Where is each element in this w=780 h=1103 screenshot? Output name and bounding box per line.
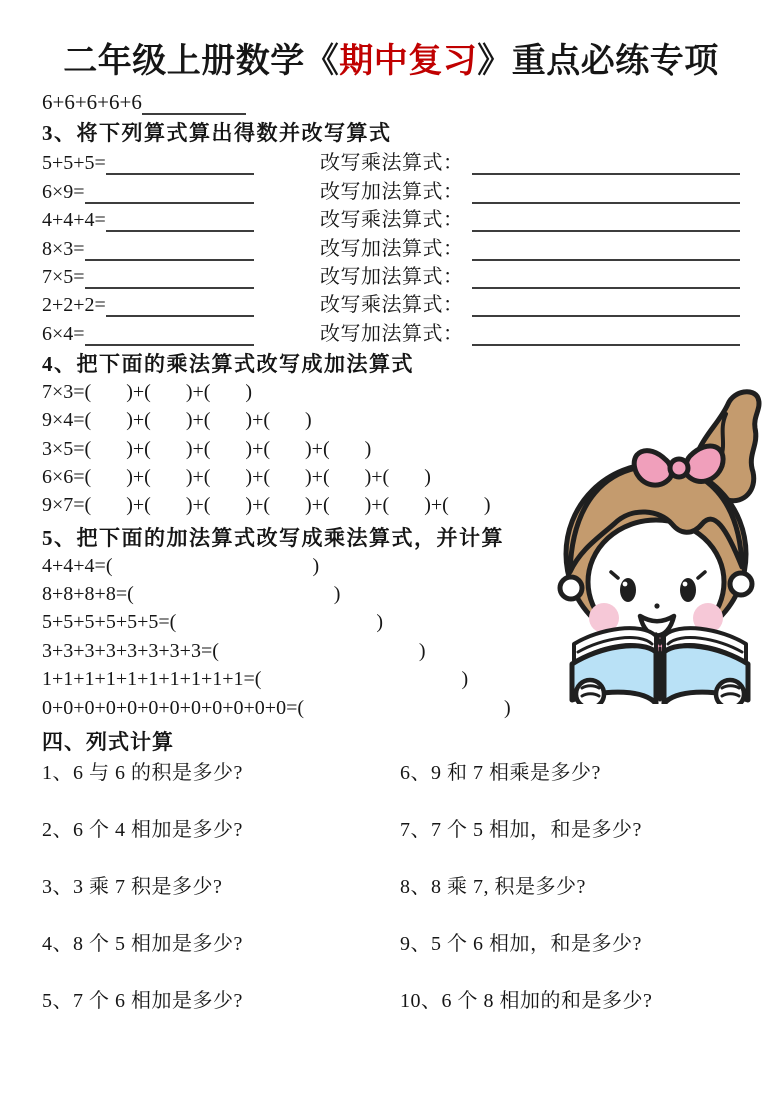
hand-icon [576, 680, 604, 704]
word-problem-grid [42, 761, 740, 1046]
answer-blank [85, 268, 254, 289]
expression-cell [42, 181, 254, 204]
rewrite-row [42, 317, 740, 345]
expression-text: 2+2+2= [42, 294, 106, 317]
section3-rows [42, 147, 740, 346]
answer-blank [106, 296, 254, 317]
multiplication-to-addition-row: 9×7=( )+( )+( )+( )+( )+( )+( ) [42, 494, 491, 517]
section5-heading: 5、把下面的加法算式改写成乘法算式，并计算 [42, 525, 504, 550]
ear-icon [730, 573, 752, 595]
section6-heading: 四、列式计算 [42, 731, 174, 755]
expression-text: 8×3= [42, 237, 85, 260]
addition-to-multiplication-row: 8+8+8+8=( ) [42, 583, 341, 606]
addition-to-multiplication-row: 3+3+3+3+3+3+3+3=( ) [42, 639, 426, 662]
answer-blank [106, 154, 254, 175]
multiplication-to-addition-row: 3×5=( )+( )+( )+( )+( ) [42, 437, 372, 460]
bow-icon [634, 446, 723, 485]
word-problem-left: 1、6 与 6 的积是多少? [42, 762, 243, 785]
rewrite-row [42, 289, 740, 317]
section3-heading: 3、将下列算式算出得数并改写算式 [42, 121, 392, 145]
word-problem-right: 10、6 个 8 相加的和是多少? [400, 990, 653, 1013]
title-prefix: 二年级上册数学 [63, 43, 305, 80]
multiplication-to-addition-row: 6×6=( )+( )+( )+( )+( )+( ) [42, 465, 431, 488]
carryover-expression: 6+6+6+6+6 [42, 90, 142, 114]
answer-blank [85, 325, 254, 346]
expression-cell [42, 238, 254, 261]
expression-cell [42, 323, 254, 346]
rewrite-answer-blank [472, 183, 741, 204]
expression-text: 6×9= [42, 180, 85, 203]
expression-text: 7×5= [42, 265, 85, 288]
multiplication-to-addition-row: 9×4=( )+( )+( )+( ) [42, 409, 312, 432]
addition-to-multiplication-row: 1+1+1+1+1+1+1+1+1+1=( ) [42, 668, 469, 691]
addition-to-multiplication-row: 5+5+5+5+5+5=( ) [42, 611, 383, 634]
expression-text: 4+4+4= [42, 209, 106, 232]
section4-heading: 4、把下面的乘法算式改写成加法算式 [42, 351, 414, 376]
rewrite-answer-blank [472, 325, 741, 346]
rewrite-label: 改写乘法算式： [320, 294, 464, 317]
word-problem-left: 4、8 个 5 相加是多少? [42, 933, 243, 956]
answer-blank [106, 211, 254, 232]
expression-cell [42, 209, 254, 232]
carryover-line [42, 90, 740, 115]
nose-icon [654, 603, 659, 608]
title-suffix: 重点必练专项 [511, 43, 719, 80]
page-title [42, 40, 740, 84]
word-problem-left: 5、7 个 6 相加是多少? [42, 990, 243, 1013]
rewrite-label: 改写加法算式： [320, 237, 464, 260]
answer-blank [85, 240, 254, 261]
rewrite-answer-blank [472, 211, 741, 232]
rewrite-label: 改写加法算式： [320, 322, 464, 345]
title-bracket-open: 《 [304, 43, 340, 80]
rewrite-answer-blank [472, 240, 741, 261]
expression-cell [42, 266, 254, 289]
rewrite-row [42, 232, 740, 260]
expression-cell [42, 152, 254, 175]
title-highlight: 期中复习 [339, 43, 478, 80]
rewrite-row [42, 204, 740, 232]
word-problem-right: 6、9 和 7 相乘是多少? [400, 762, 601, 785]
rewrite-answer-blank [472, 154, 741, 175]
addition-to-multiplication-row: 4+4+4=( ) [42, 554, 320, 577]
expression-text: 6×4= [42, 322, 85, 345]
ear-icon [560, 577, 582, 599]
hand-icon [716, 680, 744, 704]
expression-cell [42, 294, 254, 317]
rewrite-row [42, 147, 740, 175]
title-bracket-close: 》 [477, 43, 512, 80]
answer-blank [85, 183, 254, 204]
rewrite-label: 改写乘法算式： [320, 152, 464, 175]
word-problem-left: 2、6 个 4 相加是多少? [42, 819, 243, 842]
rewrite-row [42, 175, 740, 203]
girl-reading-book-illustration [556, 382, 770, 704]
answer-blank [142, 94, 246, 115]
rewrite-answer-blank [472, 296, 741, 317]
addition-to-multiplication-row: 0+0+0+0+0+0+0+0+0+0+0+0=( ) [42, 696, 511, 719]
word-problem-right: 7、7 个 5 相加，和是多少? [400, 819, 642, 842]
rewrite-label: 改写加法算式： [320, 265, 464, 288]
multiplication-to-addition-row: 7×3=( )+( )+( ) [42, 380, 253, 403]
rewrite-row [42, 261, 740, 289]
expression-text: 5+5+5= [42, 152, 106, 175]
rewrite-label: 改写加法算式： [320, 180, 464, 203]
word-problem-right: 9、5 个 6 相加，和是多少? [400, 933, 642, 956]
rewrite-answer-blank [472, 268, 741, 289]
word-problem-left: 3、3 乘 7 积是多少? [42, 876, 223, 899]
rewrite-label: 改写乘法算式： [320, 209, 464, 232]
word-problem-right: 8、8 乘 7, 积是多少? [400, 876, 586, 899]
